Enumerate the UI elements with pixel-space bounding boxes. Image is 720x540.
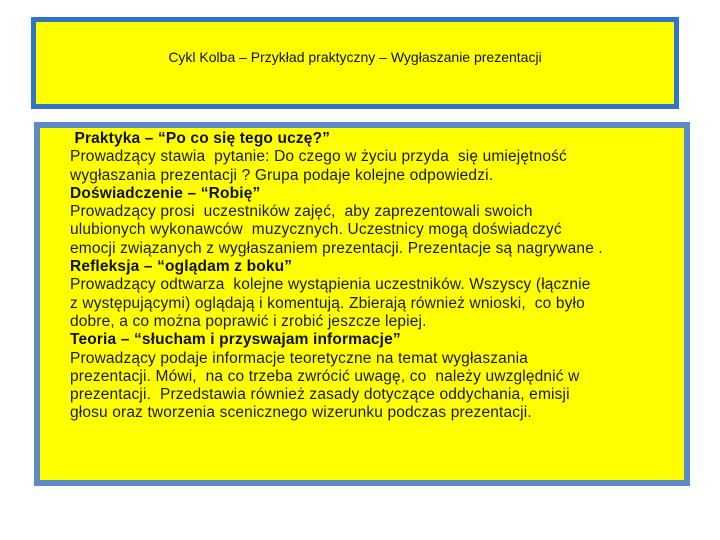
- body-line: Prowadzący odtwarza kolejne wystąpienia uczestników. Wszyscy (łącznie: [70, 276, 591, 294]
- body-line: z występującymi) oglądają i komentują. Zbierają również wnioski, co było: [70, 294, 585, 312]
- body-line: Prowadzący stawia pytanie: Do czego w życiu przyda się umiejętność: [70, 148, 567, 166]
- slide-title: Cykl Kolba – Przykład praktyczny – Wygłaszanie prezentacji: [168, 49, 542, 65]
- body-line: wygłaszania prezentacji ? Grupa podaje kolejne odpowiedzi.: [70, 166, 494, 184]
- section-heading-teoria: Teoria – “słucham i przyswajam informacje”: [70, 331, 401, 349]
- body-line: prezentacji. Przedstawia również zasady dotyczące oddychania, emisji: [70, 386, 570, 404]
- body-line: emocji związanych z wygłaszaniem prezentacji. Prezentacje są nagrywane .: [70, 239, 603, 257]
- section-heading-praktyka: Praktyka – “Po co się tego uczę?”: [70, 130, 331, 147]
- body-line: Prowadzący prosi uczestników zajęć, aby zaprezentowali swoich: [70, 203, 533, 221]
- title-banner: [31, 17, 679, 109]
- body-line: dobre, a co można poprawić i zrobić jeszcze lepiej.: [70, 312, 427, 330]
- content-panel: [34, 122, 690, 486]
- body-line: Prowadzący podaje informacje teoretyczne na temat wygłaszania: [70, 349, 529, 367]
- section-heading-doswiadczenie: Doświadczenie – “Robię”: [70, 184, 261, 202]
- body-line: głosu oraz tworzenia scenicznego wizerunku podczas prezentacji.: [70, 404, 532, 422]
- body-line: prezentacji. Mówi, na co trzeba zwrócić uwagę, co należy uwzględnić w: [70, 367, 580, 385]
- section-heading-refleksja: Refleksja – “oglądam z boku”: [70, 258, 293, 276]
- body-line: ulubionych wykonawców muzycznych. Uczestnicy mogą doświadczyć: [70, 221, 562, 239]
